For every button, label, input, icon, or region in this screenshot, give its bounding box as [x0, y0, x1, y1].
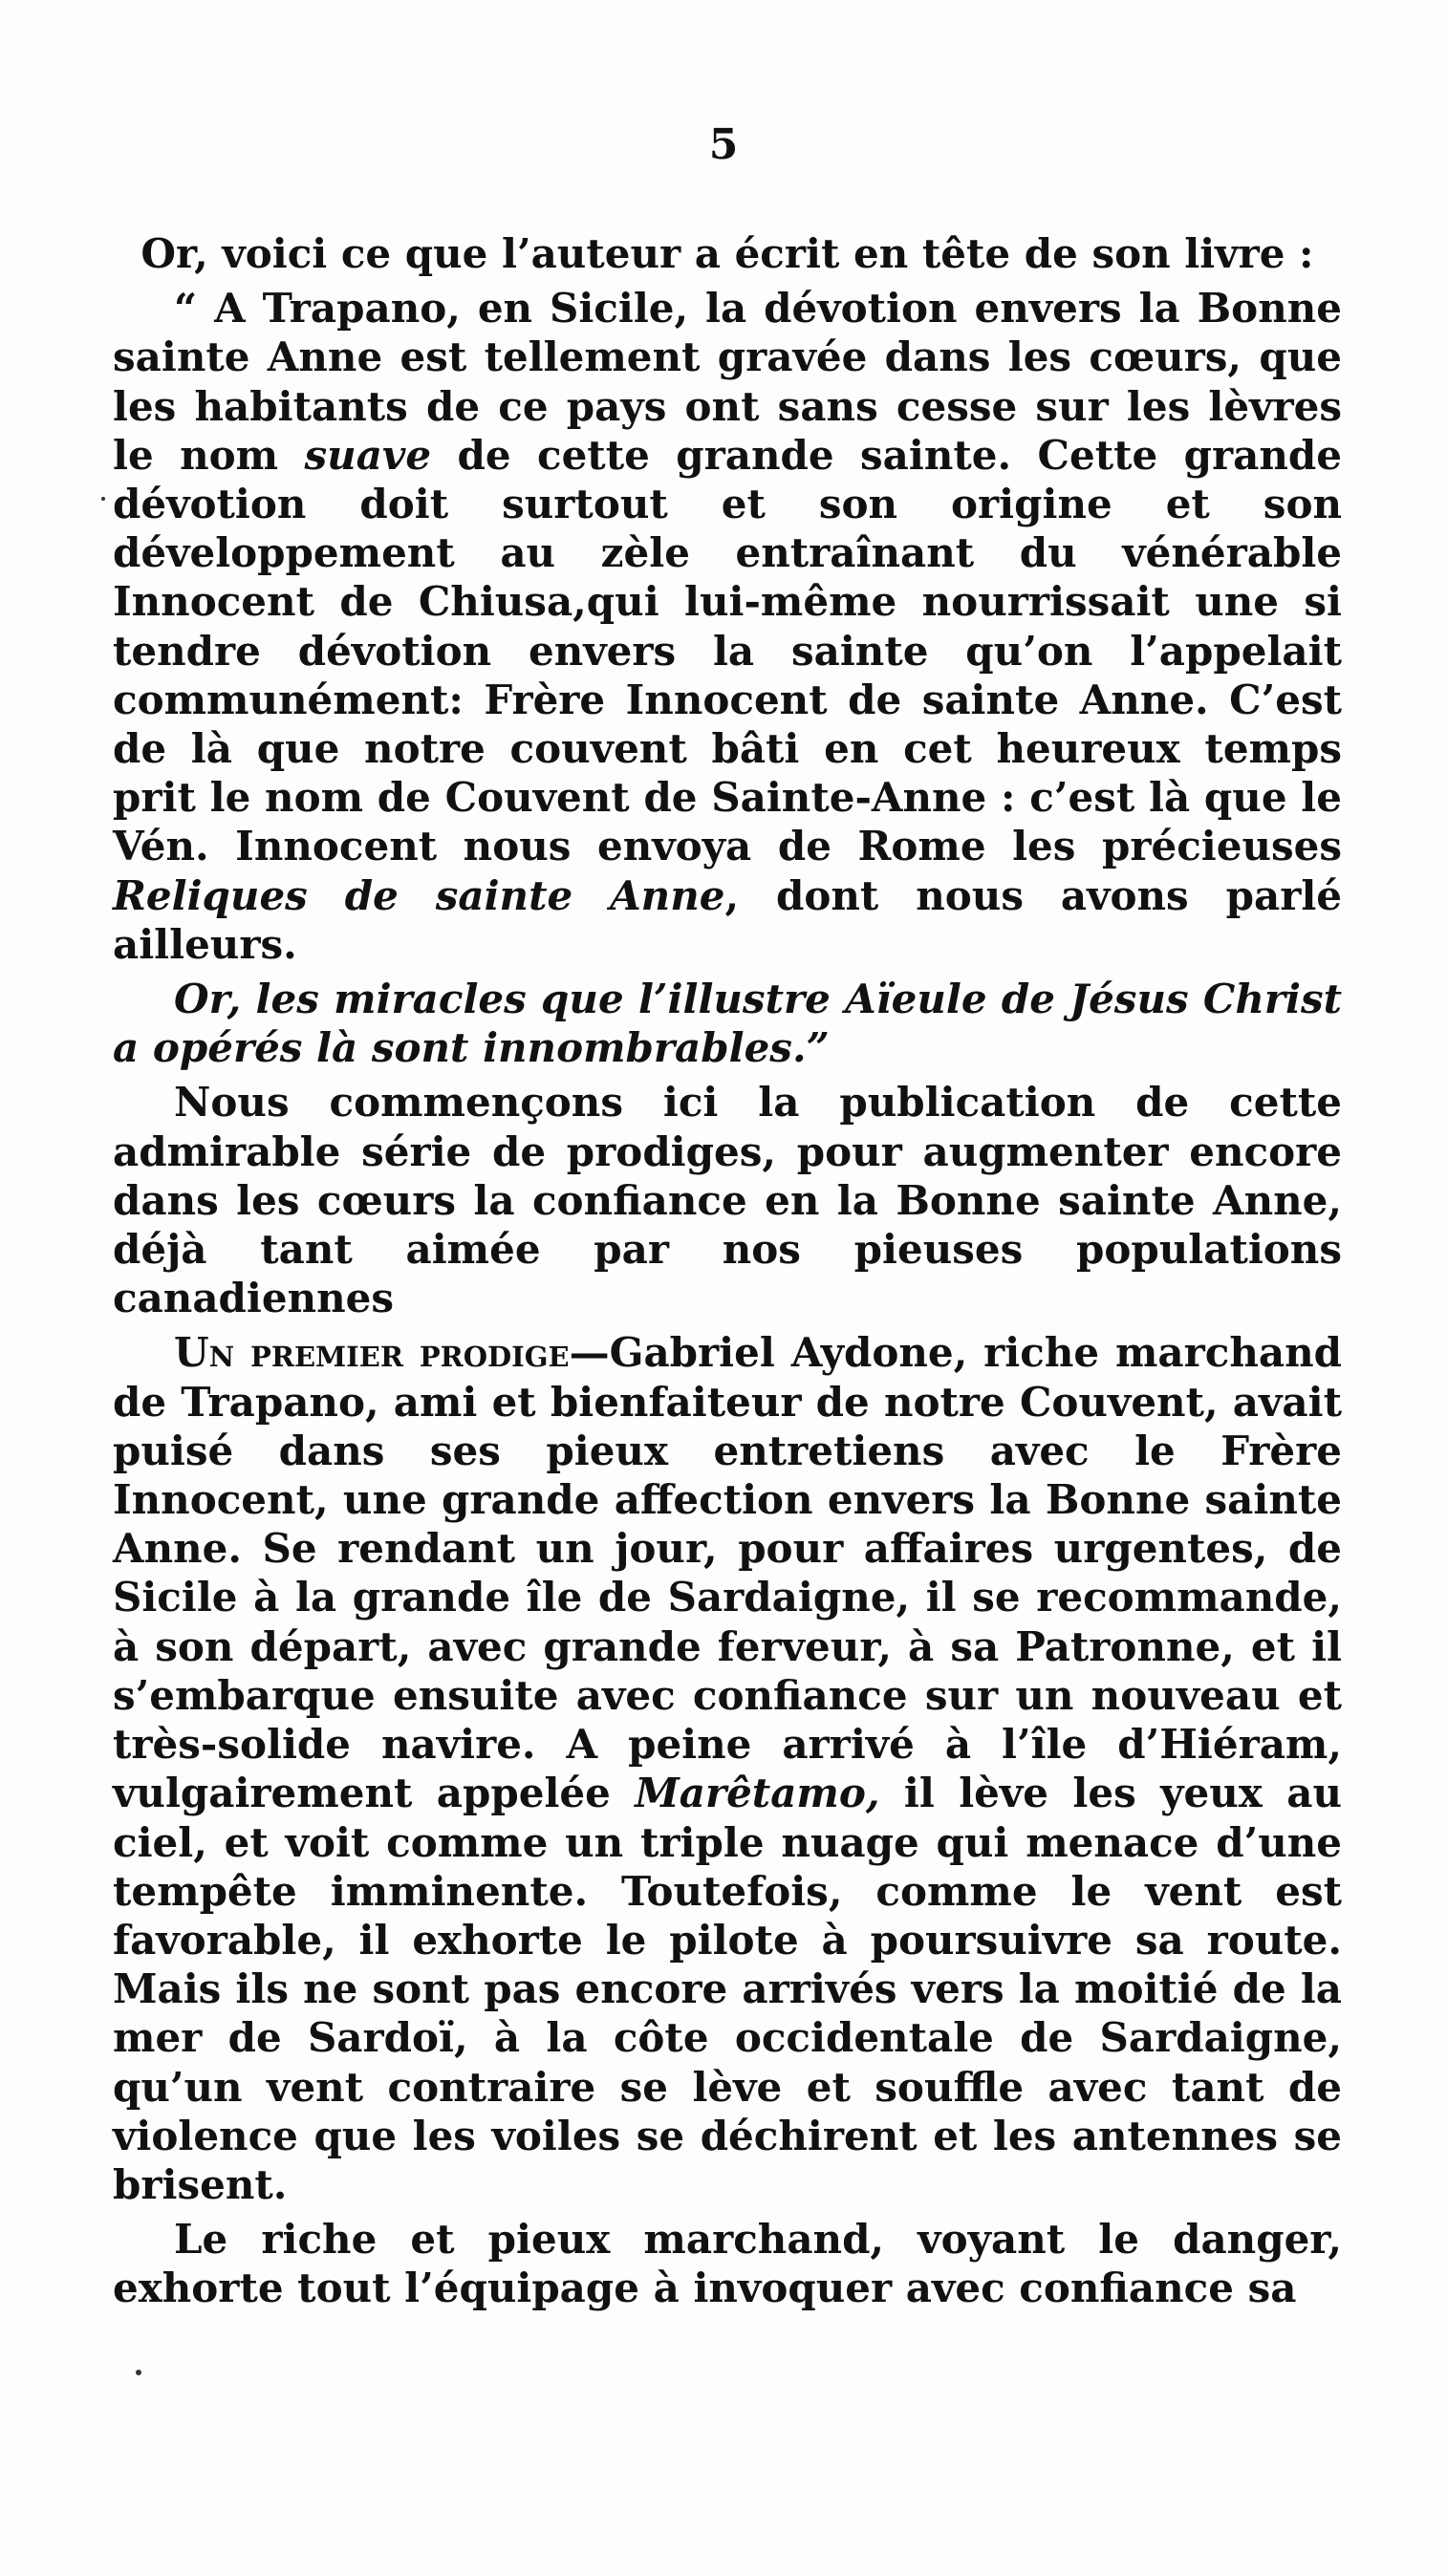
paragraph-text: il lève les yeux au ciel, et voit comme un triple nuage qui menace d’une tempête imminente. Toutefois, comme le vent est favorable, il exhorte le pilote à poursuivre sa route. Mais ils ne sont pas encore arrivés vers la moitié de la mer de Sardoï, à la côte occidentale de Sardaigne, qu’un vent contraire se lève et souffle avec tant de violence que les voiles se déchirent et les antennes se brisent. — [113, 1770, 1342, 2208]
quote-paragraph-2: Or, les miracles que l’illustre Aïeule de Jésus Christ a opérés là sont innombrables.” — [113, 976, 1342, 1072]
italic-relics-title: Reliques de sainte Anne — [113, 871, 725, 919]
ink-speck — [136, 2370, 141, 2375]
paragraph-3: Nous commençons ici la publication de cette admirable série de prodiges, pour augmenter encore dans les cœurs la confiance en la Bonne sainte Anne, déjà tant aimée par nos pieuses populations canadiennes — [113, 1079, 1342, 1322]
body-text — [113, 229, 1342, 2313]
paragraph-5: Le riche et pieux marchand, voyant le danger, exhorte tout l’équipage à invoquer avec confiance sa — [113, 2216, 1342, 2312]
italic-word-suave: suave — [304, 431, 432, 479]
section-heading: Un premier prodige — [174, 1329, 570, 1377]
page-number: 5 — [708, 120, 739, 169]
paragraph-text: —Gabriel Aydone, riche marchand de Trapano, ami et bienfaiteur de notre Couvent, avait puisé dans ses pieux entretiens avec le Frère Innocent, une grande affection envers la Bonne sainte Anne. Se rendant un jour, pour affaires urgentes, de Sicile à la grande île de Sardaigne, il se recommande, à son départ, avec grande ferveur, à sa Patronne, et il s’embarque ensuite avec confiance sur un nouveau et très-solide navire. A peine arrivé à l’île d’Hiéram, vulgairement appelée — [113, 1329, 1342, 1817]
paragraph-4 — [113, 1328, 1342, 2209]
ink-speck — [101, 497, 105, 501]
quote-text: , dont nous avons parlé ailleurs. — [113, 871, 1342, 968]
quote-paragraph-1 — [113, 284, 1342, 969]
quote-text: de cette grande sainte. Cette grande dévotion doit surtout et son origine et son développement au zèle entraînant du vénérable Innocent de Chiusa,qui lui-même nourrissait une si tendre dévotion envers la sainte qu’on l’appelait communément: Frère Innocent de sainte Anne. C’est de là que notre couvent bâti en cet heureux temps prit le nom de Couvent de Sainte-Anne : c’est là que le Vén. Innocent nous envoya de Rome les précieuses — [113, 431, 1342, 870]
quote-text: “ A Trapano, en Sicile, la dévotion envers la Bonne sainte Anne est tellement gravée dans les cœurs, que les habitants de ce pays ont sans cesse sur les lèvres le nom — [113, 285, 1342, 479]
italic-place-name: Marêtamo, — [635, 1770, 880, 1817]
intro-paragraph: Or, voici ce que l’auteur a écrit en tête de son livre : — [140, 230, 1314, 277]
